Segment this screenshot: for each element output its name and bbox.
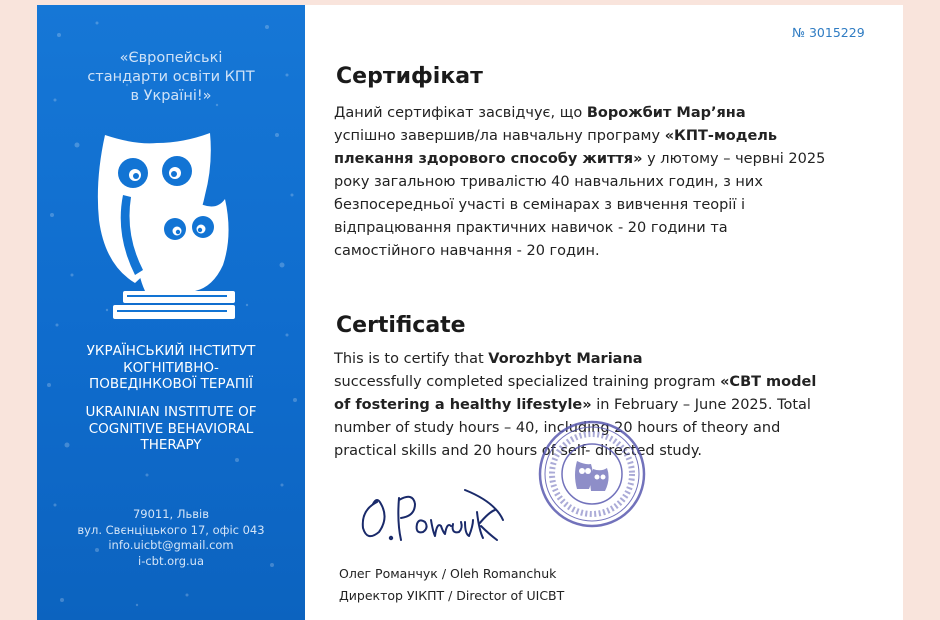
- certificate-title-en: Certificate: [336, 313, 466, 338]
- body-text: in February – June 2025. Total: [591, 397, 811, 413]
- institute-name-en: [37, 404, 305, 454]
- body-ua-line: [334, 125, 874, 148]
- address-email: info.uicbt@gmail.com: [108, 538, 234, 552]
- body-ua-line: відпрацювання практичних навичок - 20 години та: [334, 220, 728, 236]
- body-en-line: [334, 348, 874, 371]
- body-en-line: number of study hours – 40, including 20 hours of theory and: [334, 420, 781, 436]
- body-text: успішно завершив/ла навчальну програму: [334, 128, 665, 144]
- institute-ua-line: УКРАЇНСЬКИЙ ІНСТИТУТ: [86, 343, 256, 359]
- body-text: у лютому – червні 2025: [642, 151, 826, 167]
- body-ua-line: [334, 102, 874, 125]
- address-website: i-cbt.org.ua: [138, 553, 204, 568]
- body-ua-line: року загальною тривалістю 40 навчальних годин, з них: [334, 174, 763, 190]
- recipient-name-en: Vorozhbyt Mariana: [488, 351, 643, 367]
- body-en-line: practical skills and 20 hours of self- directed study.: [334, 443, 702, 459]
- body-ua-line: безпосередньої участі в семінарах з вивчення теорії і: [334, 197, 746, 213]
- institute-en-line: THERAPY: [140, 437, 202, 453]
- motto-line: стандарти освіти КПТ: [87, 69, 255, 85]
- certificate-title-ua: Сертифікат: [336, 64, 483, 89]
- institute-en-line: UKRAINIAN INSTITUTE OF: [85, 404, 257, 420]
- body-ua-line: [334, 148, 874, 171]
- institute-en-line: COGNITIVE BEHAVIORAL: [88, 420, 254, 437]
- owl-logo-icon: [95, 125, 245, 325]
- body-en-line: [334, 394, 874, 417]
- certificate-body-ua: [334, 102, 874, 263]
- motto-line: «Європейські: [119, 50, 223, 66]
- body-en-line: [334, 371, 874, 394]
- body-text: successfully completed specialized training program: [334, 374, 721, 390]
- address-line: вул. Свєнціцького 17, офіс 043: [77, 522, 265, 537]
- institute-ua-line: ПОВЕДІНКОВОЇ ТЕРАПІЇ: [89, 376, 253, 392]
- official-stamp-icon: [537, 419, 647, 529]
- certificate-sidebar: [37, 5, 305, 620]
- body-text: This is to certify that: [334, 351, 489, 367]
- institute-ua-line: КОГНІТИВНО-: [123, 359, 219, 376]
- certificate-number: № 3015229: [792, 25, 865, 40]
- institute-name-ua: [37, 343, 305, 393]
- program-name-en: «CBT model: [720, 374, 817, 390]
- signature-icon: [355, 482, 505, 562]
- program-name-ua: «КПТ-модель: [664, 128, 778, 144]
- institute-motto: [37, 49, 305, 106]
- program-name-ua: плекання здорового способу життя»: [334, 151, 643, 167]
- body-ua-line: самостійного навчання - 20 годин.: [334, 243, 600, 259]
- institute-address: [37, 507, 305, 569]
- program-name-en: of fostering a healthy lifestyle»: [334, 397, 592, 413]
- body-text: Даний сертифікат засвідчує, що: [334, 105, 587, 121]
- signatory-name: Олег Романчук / Oleh Romanchuk: [339, 566, 557, 581]
- certificate-page: [37, 5, 903, 620]
- signatory-role: Директор УІКПТ / Director of UICBT: [339, 588, 565, 603]
- address-line: 79011, Львів: [132, 507, 210, 521]
- motto-line: в Україні!»: [130, 88, 212, 104]
- recipient-name-ua: Ворожбит Мар’яна: [586, 105, 746, 121]
